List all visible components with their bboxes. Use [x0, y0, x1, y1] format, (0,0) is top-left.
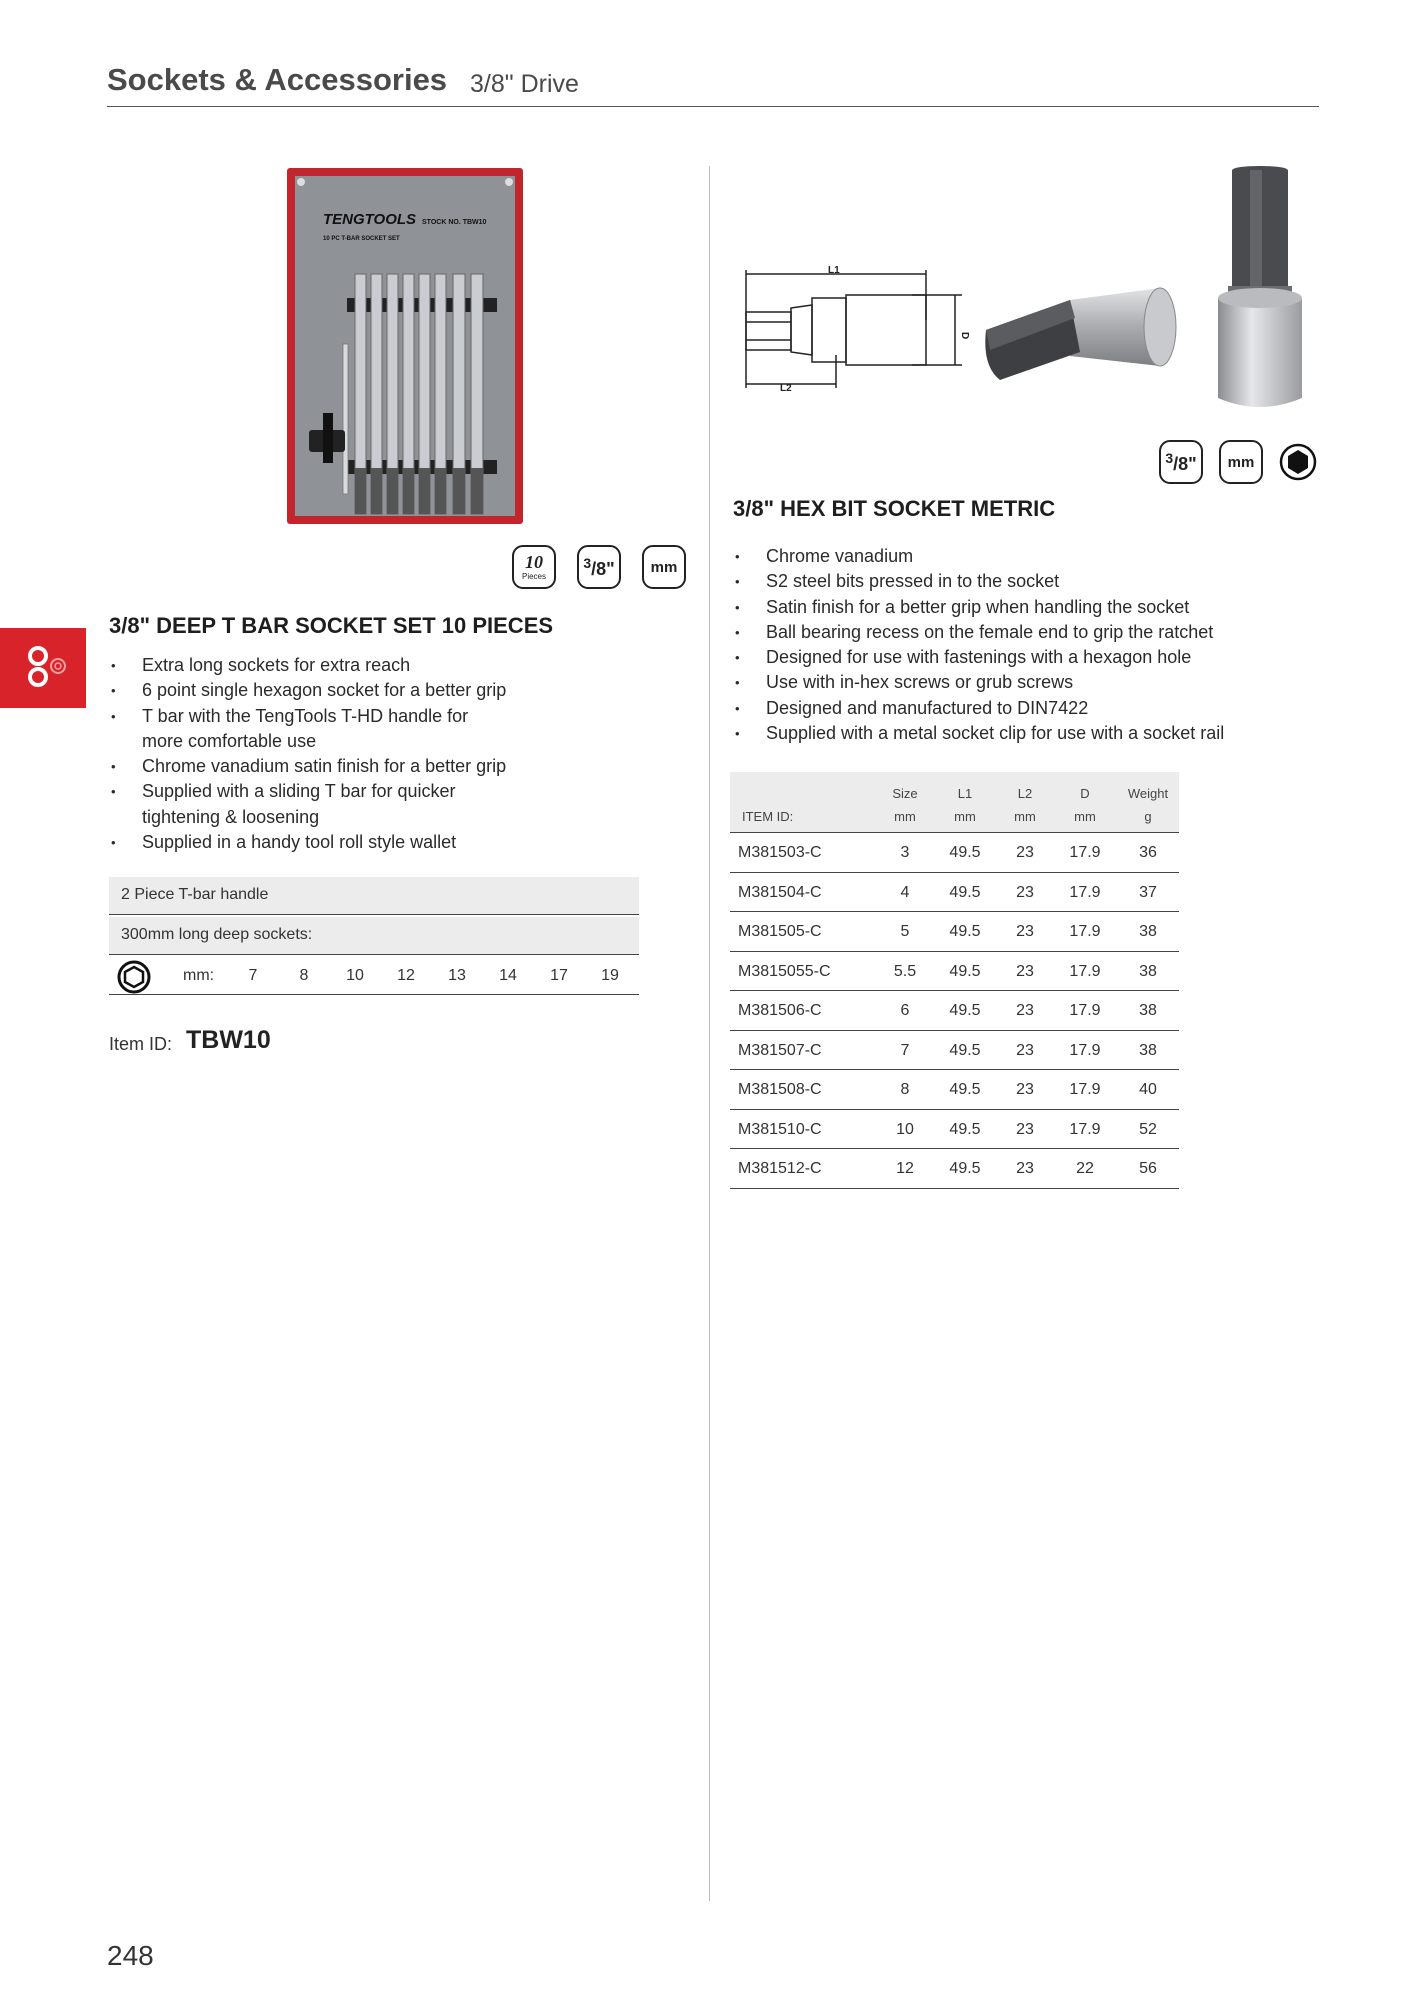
feature-item: • Extra long sockets for extra reach	[109, 653, 569, 678]
table-row	[730, 1110, 1179, 1150]
column-unit: g	[1144, 809, 1152, 824]
table-cell: 23	[1016, 1002, 1034, 1019]
size-value: 12	[397, 967, 415, 984]
table-cell: 49.5	[949, 1081, 981, 1098]
feature-item: • T bar with the TengTools T-HD handle for more comfortable use	[109, 704, 502, 755]
table-header	[730, 772, 1179, 833]
table-cell: 17.9	[1069, 1002, 1101, 1019]
tbar-set-image	[287, 168, 523, 524]
table-cell: 4	[900, 883, 910, 901]
item-id-cell: M381504-C	[738, 883, 822, 901]
metric-badge-label: mm	[650, 558, 678, 576]
drive-size-badge: $^3$/8"	[1159, 440, 1203, 484]
table-cell: 40	[1139, 1081, 1157, 1098]
socket-section-icon	[0, 628, 86, 708]
hex-bit-socket-photo-upright	[1210, 166, 1310, 416]
metric-badge	[1219, 440, 1263, 484]
size-value: 19	[601, 967, 619, 984]
table-cell: 17.9	[1069, 1041, 1101, 1059]
hex-bit-spec-table	[730, 772, 1179, 1189]
item-id-value: TBW10	[186, 1026, 271, 1054]
spec-row-sizes	[109, 957, 639, 995]
hex-bit-diagram	[740, 260, 970, 400]
table-cell: 49.5	[949, 923, 981, 940]
left-feature-list	[109, 653, 569, 855]
table-cell: 12	[896, 1160, 914, 1177]
table-cell: 38	[1139, 923, 1157, 940]
size-value: 14	[499, 967, 517, 984]
feature-item: • Designed and manufactured to DIN7422	[733, 696, 1313, 721]
feature-item: • Ball bearing recess on the female end to grip the ratchet	[733, 620, 1313, 645]
column-unit: mm	[954, 809, 976, 824]
table-cell: 5	[900, 923, 910, 940]
table-cell: 17.9	[1069, 1081, 1101, 1098]
table-cell: 7	[900, 1041, 910, 1059]
section-tab	[0, 628, 86, 708]
column-header: L2	[1017, 786, 1033, 801]
table-row	[730, 1031, 1179, 1071]
table-cell: 17.9	[1069, 962, 1101, 980]
table-cell: 17.9	[1069, 923, 1101, 940]
table-row	[730, 912, 1179, 952]
pieces-number: 10	[524, 552, 543, 572]
table-cell: 3	[900, 844, 910, 861]
item-id-label: Item ID:	[109, 1034, 173, 1054]
table-cell: 23	[1016, 883, 1034, 901]
column-unit: mm	[1014, 809, 1036, 824]
drive-size-badge: $^3$/8"	[577, 545, 621, 589]
item-id-cell: M3815055-C	[738, 962, 831, 980]
right-feature-list	[733, 544, 1313, 746]
spec-row-handle: 2 Piece T-bar handle	[109, 877, 639, 915]
metric-badge-label: mm	[1227, 453, 1255, 471]
table-row	[730, 1070, 1179, 1110]
table-cell: 49.5	[949, 1041, 981, 1059]
table-row	[730, 873, 1179, 913]
table-cell: 17.9	[1069, 883, 1101, 901]
table-cell: 23	[1016, 1120, 1034, 1138]
table-cell: 38	[1139, 1002, 1157, 1019]
feature-item: • Designed for use with fastenings with a hexagon hole	[733, 645, 1313, 670]
hexagon-icon	[1278, 442, 1318, 482]
drive-denominator: 8	[1178, 454, 1189, 474]
table-cell: 49.5	[949, 844, 981, 861]
page-title: Sockets & Accessories	[107, 62, 448, 97]
table-cell: 49.5	[949, 962, 981, 980]
table-row	[730, 833, 1179, 873]
diagram-label-d: D	[959, 332, 970, 340]
wallet-caption-text: 10 PC T-BAR SOCKET SET	[323, 236, 400, 242]
table-cell: 49.5	[949, 1120, 981, 1138]
hex-bit-socket-photo-side	[980, 270, 1180, 390]
column-header: Size	[892, 786, 918, 801]
mm-label: mm:	[183, 967, 215, 984]
table-cell: 49.5	[949, 883, 981, 901]
column-unit: mm	[894, 809, 916, 824]
diagram-label-l2: L2	[780, 383, 792, 394]
table-cell: 36	[1139, 844, 1157, 861]
table-cell: 8	[900, 1081, 910, 1098]
size-value: 10	[346, 967, 364, 984]
item-id-cell: M381512-C	[738, 1160, 822, 1177]
feature-item: • Chrome vanadium satin finish for a better grip	[109, 754, 569, 779]
table-cell: 6	[900, 1002, 910, 1019]
table-cell: 23	[1016, 962, 1034, 980]
table-cell: 22	[1076, 1160, 1094, 1177]
table-cell: 38	[1139, 962, 1157, 980]
table-row	[730, 991, 1179, 1031]
pieces-label: Pieces	[521, 572, 546, 581]
wallet-brand-text: TENGTOOLS	[323, 211, 417, 228]
feature-item: • Supplied in a handy tool roll style wallet	[109, 830, 569, 855]
header-rule	[107, 106, 1319, 107]
item-id-cell: M381507-C	[738, 1041, 822, 1059]
wallet-stock-text: STOCK NO. TBW10	[422, 219, 487, 226]
table-cell: 38	[1139, 1041, 1157, 1059]
spec-row-sockets: 300mm long deep sockets:	[109, 917, 639, 955]
hexagon-icon	[117, 960, 151, 994]
table-cell: 23	[1016, 844, 1034, 861]
drive-numerator: 3	[583, 555, 592, 571]
drive-numerator: 3	[1165, 450, 1174, 466]
table-cell: 37	[1139, 883, 1157, 901]
table-cell: 23	[1016, 923, 1034, 940]
table-cell: 5.5	[893, 962, 917, 980]
table-row	[730, 952, 1179, 992]
table-cell: 49.5	[949, 1160, 981, 1177]
size-value: 8	[299, 967, 309, 984]
column-header-item: ITEM ID:	[742, 809, 794, 824]
size-value: 17	[550, 967, 568, 984]
table-cell: 10	[896, 1120, 914, 1138]
column-unit: mm	[1074, 809, 1096, 824]
item-id-cell: M381508-C	[738, 1081, 822, 1098]
column-header: D	[1080, 786, 1090, 801]
table-cell: 52	[1139, 1120, 1157, 1138]
feature-item: • 6 point single hexagon socket for a better grip	[109, 678, 569, 703]
table-body	[730, 833, 1179, 1189]
feature-item: • Use with in-hex screws or grub screws	[733, 670, 1313, 695]
table-cell: 49.5	[949, 1002, 981, 1019]
item-id-cell: M381505-C	[738, 923, 822, 940]
size-value: 7	[248, 967, 258, 984]
table-cell: 23	[1016, 1160, 1034, 1177]
feature-item: • Satin finish for a better grip when handling the socket	[733, 595, 1313, 620]
item-id-cell: M381510-C	[738, 1120, 822, 1138]
item-id-cell: M381503-C	[738, 844, 822, 861]
right-product-title: 3/8" HEX BIT SOCKET METRIC	[733, 496, 1056, 521]
feature-item: • Supplied with a metal socket clip for use with a socket rail	[733, 721, 1313, 746]
size-value: 13	[448, 967, 466, 984]
table-row	[730, 1149, 1179, 1189]
feature-item: • S2 steel bits pressed in to the socket	[733, 569, 1313, 594]
pieces-badge	[512, 545, 556, 589]
item-id-cell: M381506-C	[738, 1002, 822, 1019]
table-cell: 23	[1016, 1081, 1034, 1098]
feature-item: • Chrome vanadium	[733, 544, 1313, 569]
diagram-label-l1: L1	[828, 265, 840, 276]
column-header: L1	[957, 786, 973, 801]
drive-denominator: 8	[596, 559, 607, 579]
table-cell: 17.9	[1069, 1120, 1101, 1138]
column-divider	[709, 166, 710, 1901]
metric-badge	[642, 545, 686, 589]
page-subtitle: 3/8" Drive	[470, 70, 579, 98]
left-product-title: 3/8" DEEP T BAR SOCKET SET 10 PIECES	[109, 613, 554, 638]
table-cell: 56	[1139, 1160, 1157, 1177]
table-cell: 23	[1016, 1041, 1034, 1059]
table-cell: 17.9	[1069, 844, 1101, 861]
feature-item: • Supplied with a sliding T bar for quicker tightening & loosening	[109, 779, 522, 830]
page-number: 248	[107, 1940, 154, 1971]
column-header: Weight	[1127, 786, 1169, 801]
